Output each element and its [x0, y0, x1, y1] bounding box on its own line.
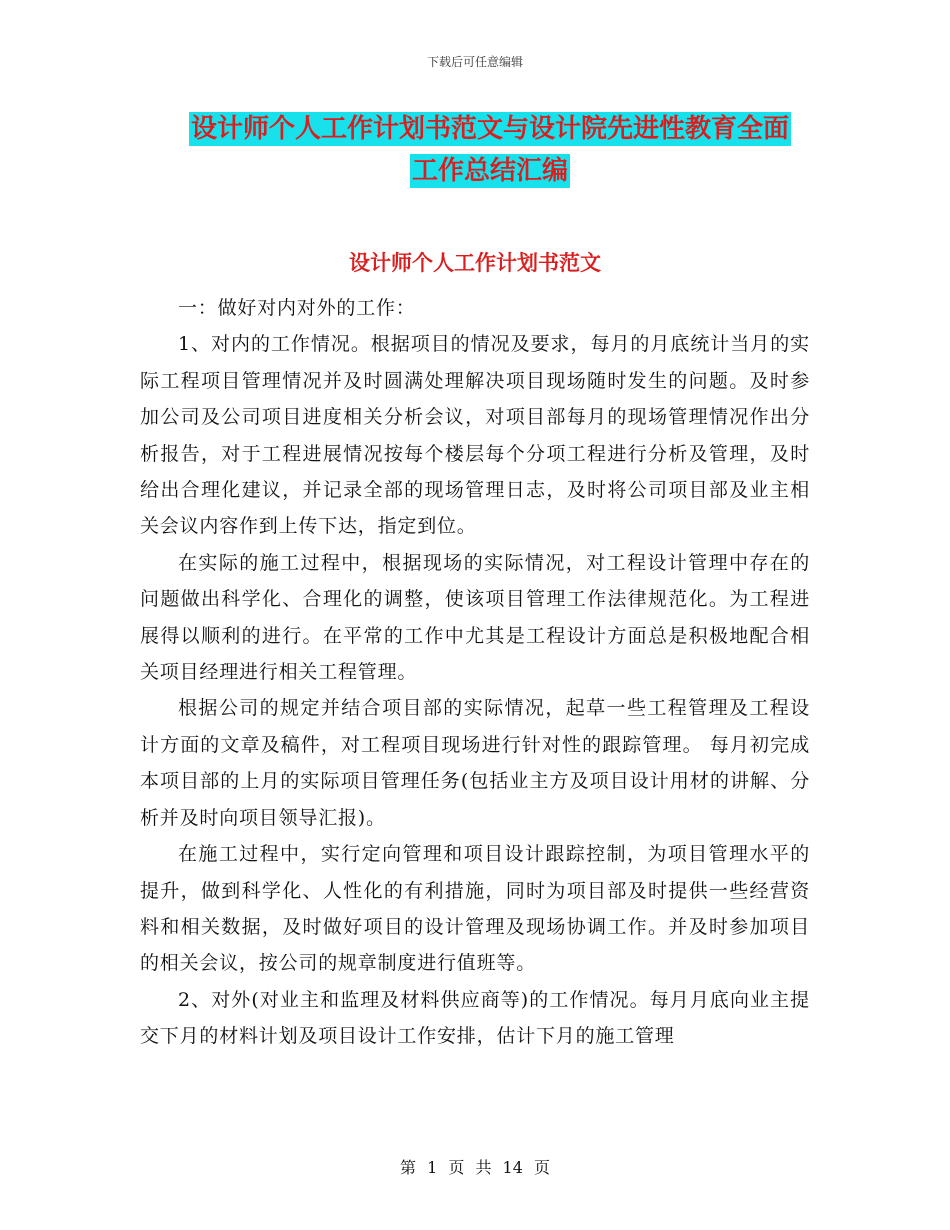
document-title-line-2: 工作总结汇编	[411, 156, 568, 186]
paragraph: 根据公司的规定并结合项目部的实际情况，起草一些工程管理及工程设计方面的文章及稿件，对工程项目现场进行针对性的跟踪管理。 每月初完成本项目部的上月的实际项目管理任务(包括业主方及项目设计用材的讲解、分析并及时向项目领导汇报)。	[140, 697, 810, 829]
section-title: 设计师个人工作计划书范文	[349, 251, 601, 275]
header-note: 下载后可任意编辑	[426, 55, 523, 69]
document-body	[140, 290, 810, 1055]
paragraph: 在施工过程中，实行定向管理和项目设计跟踪控制，为项目管理水平的提升，做到科学化、人性化的有利措施，同时为项目部及时提供一些经营资料和相关数据，及时做好项目的设计管理及现场协调工作。并及时参加项目的相关会议，按公司的规章制度进行值班等。	[140, 843, 810, 975]
document-title-line-1: 设计师个人工作计划书范文与设计院先进性教育全面	[190, 114, 789, 144]
paragraph: 在实际的施工过程中，根据现场的实际情况，对工程设计管理中存在的问题做出科学化、合理化的调整，使该项目管理工作法律规范化。为工程进展得以顺利的进行。在平常的工作中尤其是工程设计方面总是积极地配合相关项目经理进行相关工程管理。	[140, 551, 810, 684]
paragraph: 1、对内的工作情况。根据项目的情况及要求，每月的月底统计当月的实际工程项目管理情况并及时圆满处理解决项目现场随时发生的问题。及时参加公司及公司项目进度相关分析会议，对项目部每月的现场管理情况作出分析报告，对于工程进展情况按每个楼层每个分项工程进行分析及管理，及时给出合理化建议，并记录全部的现场管理日志，及时将公司项目部及业主相关会议内容作到上传下达，指定到位。	[140, 333, 810, 538]
document-title	[140, 108, 840, 192]
paragraph: 2、对外(对业主和监理及材料供应商等)的工作情况。每月月底向业主提交下月的材料计划及项目设计工作安排，估计下月的施工管理	[140, 988, 810, 1048]
paragraph: 一：做好对内对外的工作：	[178, 297, 416, 319]
page-footer: 第 1 页 共 14 页	[400, 1158, 550, 1177]
